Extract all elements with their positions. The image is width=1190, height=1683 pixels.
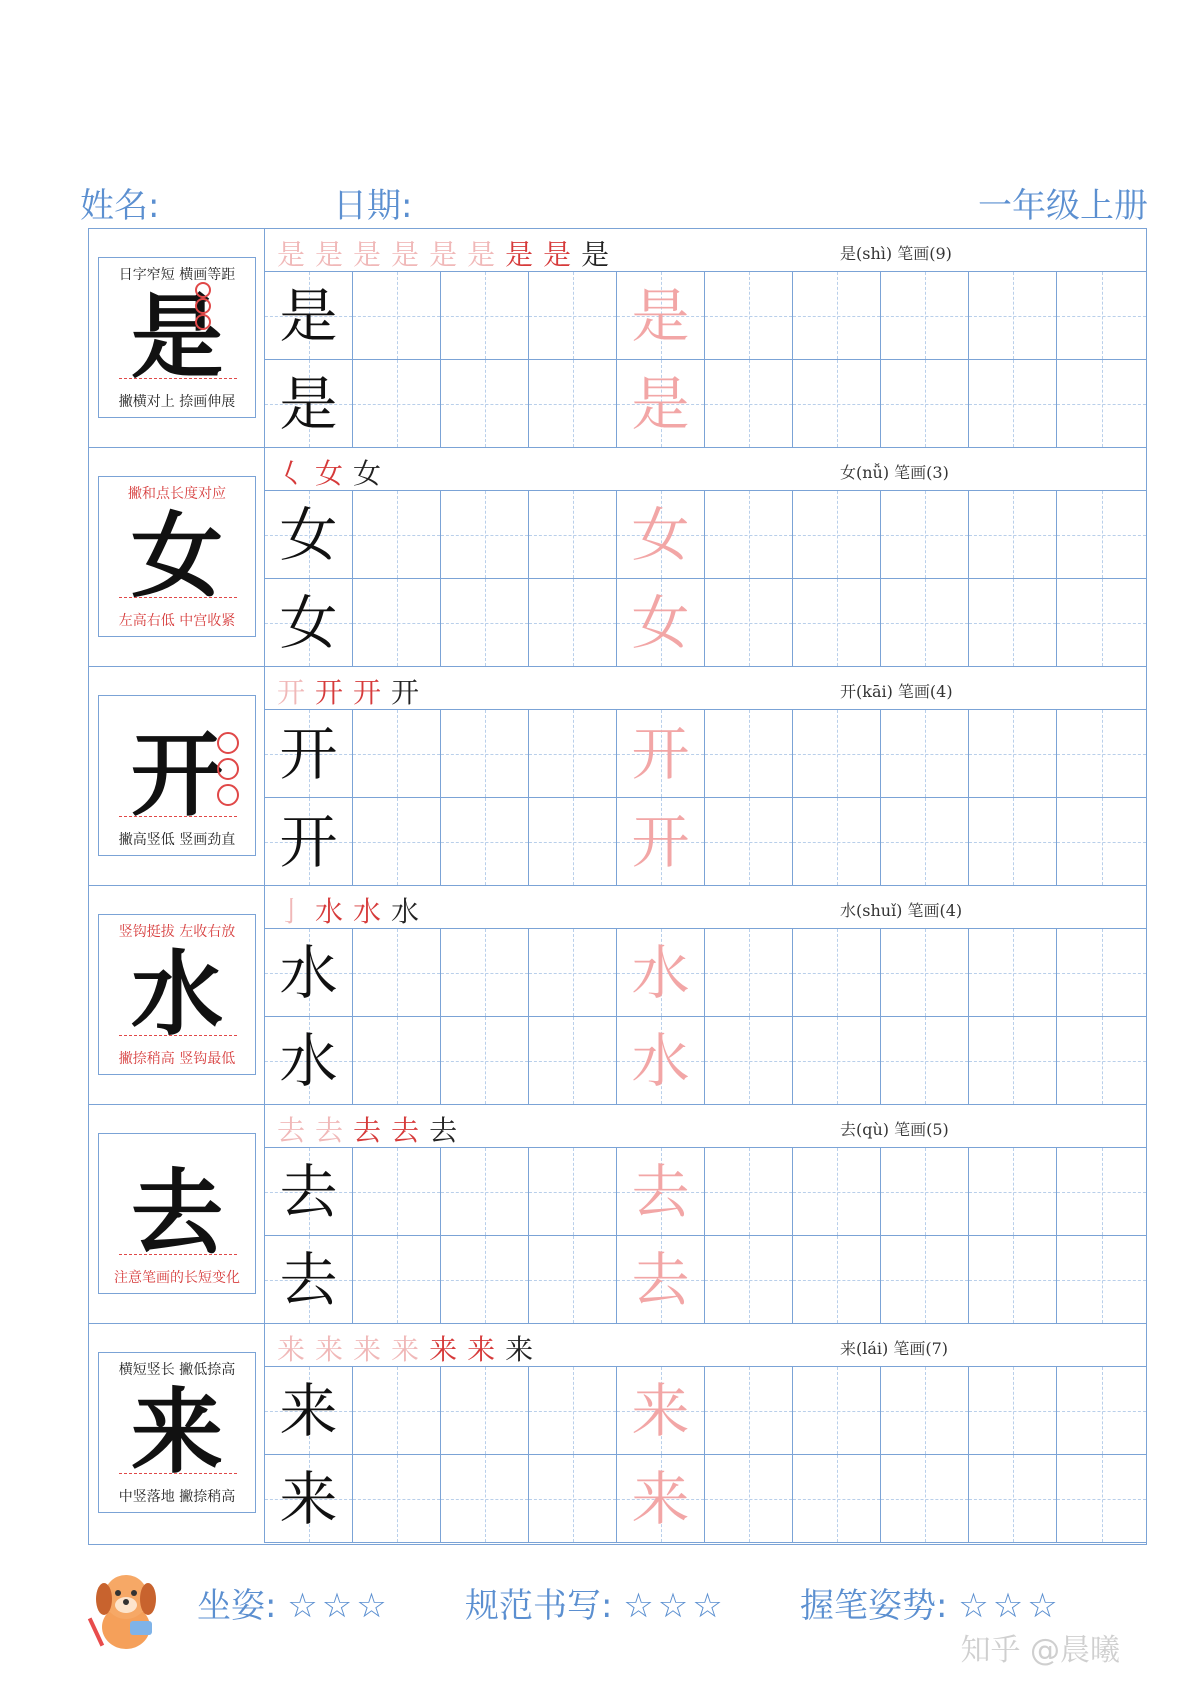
writing-cell[interactable]: [1057, 798, 1146, 886]
writing-cell[interactable]: [793, 272, 881, 360]
writing-cell[interactable]: [1057, 272, 1146, 360]
writing-cell[interactable]: [441, 1367, 529, 1455]
writing-cell[interactable]: [705, 929, 793, 1017]
sitting-stars[interactable]: ☆☆☆: [287, 1586, 391, 1626]
stroke-step: 女: [353, 457, 392, 490]
example-cell: [265, 1455, 353, 1543]
stroke-order-row: [265, 229, 1146, 272]
example-character: 是: [279, 370, 338, 438]
writing-cell[interactable]: [881, 360, 969, 448]
practice-row: [265, 798, 1146, 886]
writing-cell[interactable]: [881, 1017, 969, 1105]
stroke-order-row: [265, 667, 1146, 710]
writing-tip-top: 竖钩挺拔 左收右放: [118, 924, 236, 940]
trace-character: 是: [631, 370, 690, 438]
writing-cell[interactable]: [705, 1236, 793, 1324]
trace-cell: [617, 929, 705, 1017]
writing-cell[interactable]: [1057, 1455, 1146, 1543]
character-block: [89, 1105, 1146, 1324]
writing-tip-bottom: 注意笔画的长短变化: [114, 1270, 240, 1286]
stroke-step: 来: [467, 1333, 506, 1366]
stroke-step: 去: [391, 1114, 430, 1147]
model-character-box: [98, 1133, 256, 1294]
trace-cell: [617, 1017, 705, 1105]
spacing-circle-icon: [217, 732, 239, 754]
stroke-step: 开: [353, 676, 392, 709]
writing-cell[interactable]: [353, 1148, 441, 1236]
model-character: 是: [130, 283, 223, 391]
model-character-box: [98, 1352, 256, 1513]
example-cell: [265, 360, 353, 448]
stroke-sequence: [277, 671, 429, 711]
stroke-step: 来: [315, 1333, 354, 1366]
writing-cell[interactable]: [353, 1367, 441, 1455]
trace-cell: [617, 1236, 705, 1324]
example-character: 水: [279, 939, 338, 1007]
trace-character: 去: [631, 1246, 690, 1314]
stroke-sequence: [277, 1109, 467, 1149]
stroke-step: 来: [277, 1333, 316, 1366]
writing-cell[interactable]: [705, 579, 793, 667]
writing-cell[interactable]: [793, 798, 881, 886]
stroke-step: 去: [353, 1114, 392, 1147]
character-block: [89, 1324, 1146, 1543]
writing-cell[interactable]: [529, 272, 617, 360]
pinyin-stroke-count: 开(kāi) 笔画(4): [840, 682, 953, 701]
trace-character: 女: [631, 501, 690, 569]
writing-cell[interactable]: [793, 1017, 881, 1105]
writing-cell[interactable]: [1057, 929, 1146, 1017]
example-cell: [265, 1017, 353, 1105]
example-character: 去: [279, 1158, 338, 1226]
writing-cell[interactable]: [705, 798, 793, 886]
trace-cell: [617, 710, 705, 798]
practice-row: [265, 1236, 1146, 1324]
writing-cell[interactable]: [881, 491, 969, 579]
writing-tip-bottom: 撇捺稍高 竖钩最低: [118, 1051, 236, 1067]
trace-cell: [617, 491, 705, 579]
example-cell: [265, 798, 353, 886]
writing-cell[interactable]: [969, 929, 1057, 1017]
writing-cell[interactable]: [529, 1236, 617, 1324]
stroke-step: 去: [315, 1114, 354, 1147]
writing-cell[interactable]: [529, 929, 617, 1017]
stroke-step: 水: [391, 895, 430, 928]
stroke-step: 水: [315, 895, 354, 928]
writing-cell[interactable]: [793, 1148, 881, 1236]
stroke-sequence: [277, 233, 619, 273]
writing-cell[interactable]: [441, 1148, 529, 1236]
writing-cell[interactable]: [441, 1455, 529, 1543]
trace-character: 水: [631, 939, 690, 1007]
writing-cell[interactable]: [705, 272, 793, 360]
writing-cell[interactable]: [793, 491, 881, 579]
watermark: 知乎 @晨曦: [960, 1633, 1120, 1668]
pinyin-stroke-count: 去(qù) 笔画(5): [840, 1120, 949, 1139]
trace-cell: [617, 272, 705, 360]
puppy-mascot-icon: [86, 1565, 166, 1653]
writing-cell[interactable]: [881, 272, 969, 360]
writing-cell[interactable]: [881, 1236, 969, 1324]
model-column: [89, 1105, 265, 1323]
stroke-step: 亅: [277, 895, 316, 928]
writing-cell[interactable]: [793, 710, 881, 798]
writing-cell[interactable]: [1057, 1367, 1146, 1455]
writing-cell[interactable]: [1057, 1017, 1146, 1105]
stroke-order-row: [265, 1324, 1146, 1367]
model-character: 女: [130, 502, 223, 610]
model-character: 水: [130, 940, 223, 1048]
example-character: 水: [279, 1027, 338, 1095]
writing-cell[interactable]: [969, 1017, 1057, 1105]
writing-cell[interactable]: [529, 1367, 617, 1455]
writing-cell[interactable]: [441, 1236, 529, 1324]
writing-cell[interactable]: [529, 491, 617, 579]
stroke-sequence: [277, 452, 391, 492]
writing-cell[interactable]: [353, 272, 441, 360]
writing-cell[interactable]: [1057, 360, 1146, 448]
guide-line: [119, 1035, 237, 1036]
model-character-box: [98, 257, 256, 418]
practice-row: [265, 1367, 1146, 1455]
writing-cell[interactable]: [441, 360, 529, 448]
writing-cell[interactable]: [969, 1148, 1057, 1236]
writing-tip-top: 日字窄短 横画等距: [118, 267, 236, 283]
writing-cell[interactable]: [705, 1455, 793, 1543]
writing-cell[interactable]: [705, 1367, 793, 1455]
spacing-circle-icon: [195, 282, 211, 298]
spacing-circle-icon: [217, 784, 239, 806]
example-cell: [265, 1367, 353, 1455]
writing-cell[interactable]: [969, 579, 1057, 667]
writing-cell[interactable]: [353, 1017, 441, 1105]
practice-row: [265, 360, 1146, 448]
writing-rating: [465, 1578, 727, 1627]
trace-character: 来: [631, 1377, 690, 1445]
pinyin-stroke-count: 来(lái) 笔画(7): [840, 1339, 949, 1358]
model-column: [89, 1324, 265, 1543]
example-cell: [265, 1236, 353, 1324]
stroke-step: 是: [581, 238, 620, 271]
writing-tip-bottom: 撇横对上 捺画伸展: [118, 394, 236, 410]
example-cell: [265, 272, 353, 360]
practice-row: [265, 1017, 1146, 1105]
stroke-step: 来: [429, 1333, 468, 1366]
writing-cell[interactable]: [529, 798, 617, 886]
trace-character: 女: [631, 589, 690, 657]
spacing-circle-icon: [217, 758, 239, 780]
writing-cell[interactable]: [969, 1367, 1057, 1455]
writing-stars[interactable]: ☆☆☆: [623, 1586, 727, 1626]
model-column: [89, 886, 265, 1104]
writing-cell[interactable]: [881, 929, 969, 1017]
character-block: [89, 229, 1146, 448]
writing-cell[interactable]: [1057, 1148, 1146, 1236]
stroke-step: 去: [429, 1114, 468, 1147]
stroke-step: 开: [277, 676, 316, 709]
stroke-step: 𡿨: [277, 457, 316, 490]
writing-cell[interactable]: [969, 272, 1057, 360]
stroke-step: 是: [353, 238, 392, 271]
writing-cell[interactable]: [881, 710, 969, 798]
model-character: 开: [130, 721, 223, 829]
writing-cell[interactable]: [881, 1367, 969, 1455]
writing-tip-bottom: 撇高竖低 竖画劲直: [118, 832, 236, 848]
writing-tip-top: 横短竖长 撇低捺高: [118, 1362, 236, 1378]
stroke-step: 开: [315, 676, 354, 709]
stroke-step: 是: [315, 238, 354, 271]
writing-cell[interactable]: [441, 1017, 529, 1105]
practice-row: [265, 1455, 1146, 1543]
example-character: 来: [279, 1465, 338, 1533]
model-character-box: [98, 476, 256, 637]
stroke-step: 去: [277, 1114, 316, 1147]
sitting-posture-rating: [197, 1578, 391, 1627]
example-cell: [265, 1148, 353, 1236]
writing-cell[interactable]: [441, 798, 529, 886]
writing-cell[interactable]: [1057, 710, 1146, 798]
writing-cell[interactable]: [353, 929, 441, 1017]
writing-cell[interactable]: [353, 710, 441, 798]
writing-cell[interactable]: [705, 491, 793, 579]
character-block: [89, 667, 1146, 886]
example-character: 来: [279, 1377, 338, 1445]
stroke-step: 是: [543, 238, 582, 271]
writing-cell[interactable]: [793, 1367, 881, 1455]
model-column: [89, 448, 265, 666]
writing-cell[interactable]: [529, 710, 617, 798]
trace-cell: [617, 1455, 705, 1543]
writing-cell[interactable]: [969, 360, 1057, 448]
stroke-step: 开: [391, 676, 430, 709]
stroke-step: 来: [391, 1333, 430, 1366]
pinyin-stroke-count: 水(shuǐ) 笔画(4): [840, 901, 963, 920]
writing-cell[interactable]: [881, 579, 969, 667]
guide-line: [119, 597, 237, 598]
trace-cell: [617, 1148, 705, 1236]
name-label: 姓名:: [80, 186, 160, 226]
stroke-step: 是: [429, 238, 468, 271]
writing-cell[interactable]: [353, 1236, 441, 1324]
writing-cell[interactable]: [441, 491, 529, 579]
stroke-step: 是: [505, 238, 544, 271]
grip-rating: [800, 1578, 1062, 1627]
example-cell: [265, 579, 353, 667]
practice-row: [265, 710, 1146, 798]
grip-stars[interactable]: ☆☆☆: [958, 1586, 1062, 1626]
writing-label: 规范书写:: [465, 1586, 613, 1626]
writing-tip-bottom: 左高右低 中宫收紧: [118, 613, 236, 629]
trace-cell: [617, 798, 705, 886]
writing-cell[interactable]: [705, 360, 793, 448]
model-column: [89, 229, 265, 447]
writing-cell[interactable]: [969, 798, 1057, 886]
example-cell: [265, 929, 353, 1017]
date-label: 日期:: [333, 186, 413, 226]
writing-cell[interactable]: [353, 1455, 441, 1543]
writing-cell[interactable]: [881, 1148, 969, 1236]
writing-cell[interactable]: [969, 1455, 1057, 1543]
example-character: 女: [279, 589, 338, 657]
writing-cell[interactable]: [1057, 1236, 1146, 1324]
pinyin-stroke-count: 是(shì) 笔画(9): [840, 244, 952, 263]
writing-tip-bottom: 中竖落地 撇捺稍高: [118, 1489, 236, 1505]
sitting-label: 坐姿:: [197, 1586, 277, 1626]
writing-cell[interactable]: [793, 929, 881, 1017]
stroke-step: 水: [353, 895, 392, 928]
trace-character: 开: [631, 808, 690, 876]
example-cell: [265, 491, 353, 579]
writing-cell[interactable]: [793, 1236, 881, 1324]
model-character: 去: [130, 1159, 223, 1267]
stroke-sequence: [277, 1328, 543, 1368]
practice-row: [265, 491, 1146, 579]
guide-line: [119, 1473, 237, 1474]
grip-label: 握笔姿势:: [800, 1586, 948, 1626]
practice-row: [265, 579, 1146, 667]
model-character: 来: [130, 1378, 223, 1486]
writing-cell[interactable]: [705, 1148, 793, 1236]
writing-cell[interactable]: [705, 710, 793, 798]
practice-row: [265, 272, 1146, 360]
grade-title: 一年级上册: [978, 186, 1148, 226]
writing-cell[interactable]: [353, 798, 441, 886]
writing-cell[interactable]: [529, 579, 617, 667]
writing-cell[interactable]: [881, 1455, 969, 1543]
example-character: 女: [279, 501, 338, 569]
model-character-box: [98, 914, 256, 1075]
trace-character: 来: [631, 1465, 690, 1533]
writing-cell[interactable]: [705, 1017, 793, 1105]
trace-cell: [617, 579, 705, 667]
stroke-order-row: [265, 448, 1146, 491]
example-character: 开: [279, 808, 338, 876]
stroke-step: 来: [505, 1333, 544, 1366]
guide-line: [119, 1254, 237, 1255]
spacing-circle-icon: [195, 314, 211, 330]
guide-line: [119, 816, 237, 817]
example-cell: [265, 710, 353, 798]
writing-cell[interactable]: [529, 360, 617, 448]
writing-cell[interactable]: [793, 360, 881, 448]
writing-cell[interactable]: [353, 360, 441, 448]
character-block: [89, 448, 1146, 667]
stroke-order-row: [265, 1105, 1146, 1148]
example-character: 开: [279, 720, 338, 788]
writing-cell[interactable]: [529, 1148, 617, 1236]
trace-cell: [617, 1367, 705, 1455]
trace-character: 水: [631, 1027, 690, 1095]
writing-cell[interactable]: [441, 710, 529, 798]
trace-cell: [617, 360, 705, 448]
spacing-circle-icon: [195, 298, 211, 314]
stroke-sequence: [277, 890, 429, 930]
stroke-step: 是: [391, 238, 430, 271]
writing-cell[interactable]: [441, 929, 529, 1017]
writing-cell[interactable]: [1057, 491, 1146, 579]
writing-cell[interactable]: [881, 798, 969, 886]
guide-line: [119, 378, 237, 379]
writing-cell[interactable]: [441, 272, 529, 360]
writing-cell[interactable]: [529, 1455, 617, 1543]
worksheet: [88, 228, 1147, 1545]
example-character: 是: [279, 282, 338, 350]
trace-character: 是: [631, 282, 690, 350]
writing-cell[interactable]: [969, 1236, 1057, 1324]
example-character: 去: [279, 1246, 338, 1314]
stroke-step: 来: [353, 1333, 392, 1366]
writing-cell[interactable]: [353, 579, 441, 667]
writing-cell[interactable]: [1057, 579, 1146, 667]
stroke-step: 女: [315, 457, 354, 490]
writing-cell[interactable]: [441, 579, 529, 667]
writing-cell[interactable]: [529, 1017, 617, 1105]
stroke-order-row: [265, 886, 1146, 929]
trace-character: 去: [631, 1158, 690, 1226]
writing-cell[interactable]: [969, 710, 1057, 798]
practice-row: [265, 929, 1146, 1017]
stroke-step: 是: [277, 238, 316, 271]
writing-cell[interactable]: [969, 491, 1057, 579]
model-character-box: [98, 695, 256, 856]
writing-cell[interactable]: [793, 1455, 881, 1543]
character-block: [89, 886, 1146, 1105]
writing-cell[interactable]: [793, 579, 881, 667]
writing-tip-top: 撇和点长度对应: [128, 486, 226, 502]
writing-cell[interactable]: [353, 491, 441, 579]
stroke-step: 是: [467, 238, 506, 271]
model-column: [89, 667, 265, 885]
trace-character: 开: [631, 720, 690, 788]
pinyin-stroke-count: 女(nǚ) 笔画(3): [840, 463, 949, 482]
practice-row: [265, 1148, 1146, 1236]
